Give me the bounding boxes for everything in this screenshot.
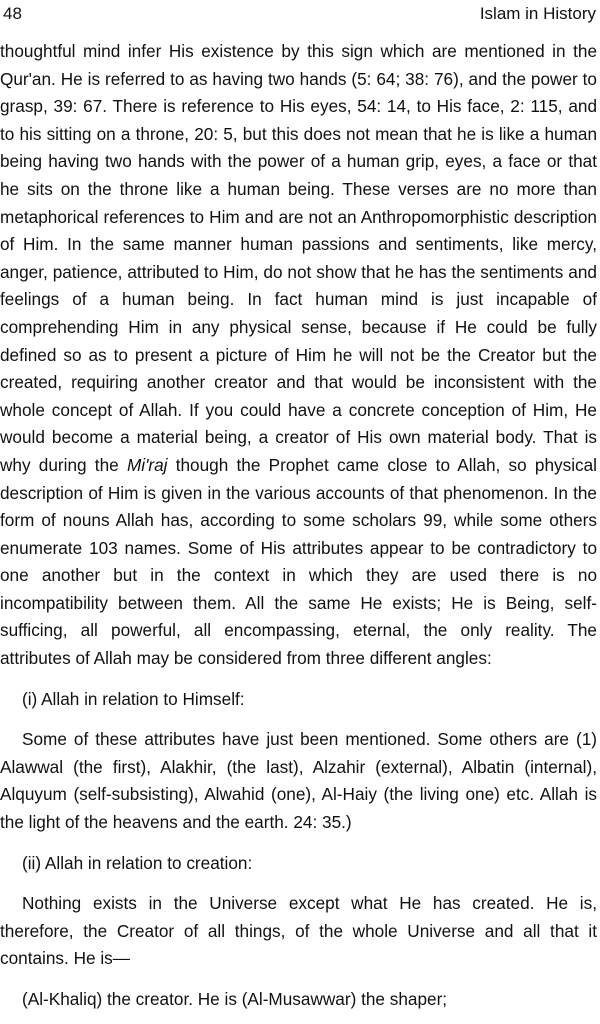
subheading-allah-himself: (i) Allah in relation to Himself: <box>22 688 245 709</box>
paragraph-gap <box>0 837 597 850</box>
paragraph-creator: Nothing exists in the Universe except what He has created. He is, therefore, the Creator of all things, of the whole Universe and all that it contains. He is— <box>0 893 597 969</box>
paragraph-attributes-list: Some of these attributes have just been mentioned. Some others are (1) Alawwal (the first), Alakhir, (the last), Alzahir (external), Albatin (internal), Alquyum (self-subsisting), Alwahid (one), Al-Haiy (the living one) etc. Allah is the light of the heavens and the earth. 24: 35.) <box>0 729 597 833</box>
paragraph-gap <box>0 713 597 726</box>
italic-term-miraj: Mi'raj <box>126 454 168 475</box>
running-title: Islam in History <box>479 4 596 23</box>
paragraph-gap <box>0 673 597 686</box>
paragraph-text-continued: though the Prophet came close to Allah, so physical description of Him is given in the various accounts of that phenomenon. In the form of nouns Allah has, according to some scholars 99, while some others enumerate 103 names. Some of His attributes appear to be contradictory to one another but in the context in which they are used there is no incompatibility between them. All the same He exists; He is Being, self-sufficing, all powerful, all encompassing, eternal, the only reality. The attributes of Allah may be considered from three different angles: <box>0 454 597 669</box>
paragraph-attributes-intro <box>0 38 597 673</box>
body-text <box>0 38 597 1014</box>
subheading-allah-creation: (ii) Allah in relation to creation: <box>22 852 253 873</box>
page-number: 48 <box>3 4 22 23</box>
running-head <box>0 4 600 34</box>
paragraph-text: thoughtful mind infer His existence by this sign which are mentioned in the Qur'an. He is referred to as having two hands (5: 64; 38: 76), and the power to grasp, 39: 67. There is reference to His eyes, 54: 14, to His face, 2: 115, and to his sitting on a throne, 20: 5, but this does not mean that he is like a human being having two hands with the power of a human grip, eyes, a face or that he sits on the throne like a human being. These verses are no more than metaphorical references to Him and are not an Anthropomorphistic description of Him. In the same manner human passions and sentiments, like mercy, anger, patience, attributed to Him, do not show that he has the sentiments and feelings of a human being. In fact human mind is just incapable of comprehending Him in any physical sense, because if He could be fully defined so as to present a picture of Him he will not be the Creator but the created, requiring another creator and that would be inconsistent with the whole concept of Allah. If you could have a concrete conception of Him, He would become a material being, a creator of His own material body. That is why during the <box>0 41 597 475</box>
paragraph-gap <box>0 973 597 986</box>
paragraph-gap <box>0 877 597 890</box>
paragraph-names: (Al-Khaliq) the creator. He is (Al-Musawwar) the shaper; <box>22 989 448 1009</box>
